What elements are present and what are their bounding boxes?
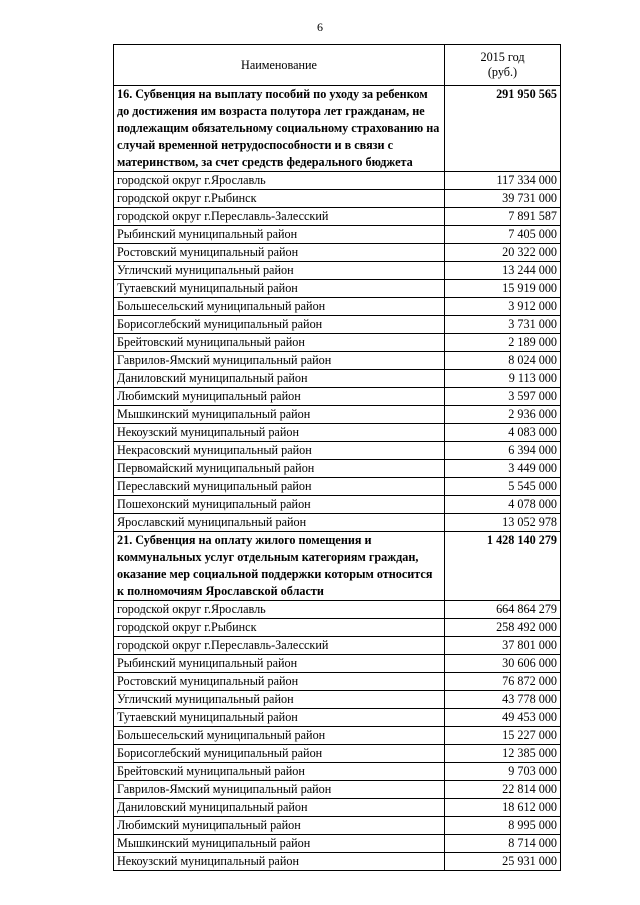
table-row: [114, 478, 561, 496]
header-name: Наименование: [114, 45, 445, 86]
municipality-name: Тутаевский муниципальный район: [114, 709, 445, 727]
section-title: 21. Субвенция на оплату жилого помещения и коммунальных услуг отдельным категориям граждан, оказание мер социальной поддержки которым относится к полномочиям Ярославской области: [114, 532, 445, 601]
municipality-name: городской округ г.Переславль-Залесский: [114, 637, 445, 655]
municipality-name: Мышкинский муниципальный район: [114, 406, 445, 424]
municipality-name: Большесельский муниципальный район: [114, 727, 445, 745]
amount-value: 4 078 000: [445, 496, 561, 514]
amount-value: 39 731 000: [445, 190, 561, 208]
table-row: [114, 190, 561, 208]
amount-value: 37 801 000: [445, 637, 561, 655]
amount-value: 15 919 000: [445, 280, 561, 298]
municipality-name: Ростовский муниципальный район: [114, 244, 445, 262]
table-body: [114, 86, 561, 871]
amount-value: 5 545 000: [445, 478, 561, 496]
amount-value: 2 189 000: [445, 334, 561, 352]
amount-value: 3 912 000: [445, 298, 561, 316]
amount-value: 7 405 000: [445, 226, 561, 244]
municipality-name: Даниловский муниципальный район: [114, 370, 445, 388]
table-header-row: [114, 45, 561, 86]
municipality-name: Любимский муниципальный район: [114, 817, 445, 835]
municipality-name: Любимский муниципальный район: [114, 388, 445, 406]
table-row: [114, 406, 561, 424]
municipality-name: Брейтовский муниципальный район: [114, 334, 445, 352]
table-row: [114, 262, 561, 280]
municipality-name: городской округ г.Рыбинск: [114, 190, 445, 208]
municipality-name: городской округ г.Ярославль: [114, 601, 445, 619]
municipality-name: Даниловский муниципальный район: [114, 799, 445, 817]
header-year: [445, 45, 561, 86]
municipality-name: Гаврилов-Ямский муниципальный район: [114, 352, 445, 370]
municipality-name: Борисоглебский муниципальный район: [114, 316, 445, 334]
amount-value: 258 492 000: [445, 619, 561, 637]
table-row: [114, 208, 561, 226]
municipality-name: Мышкинский муниципальный район: [114, 835, 445, 853]
amount-value: 25 931 000: [445, 853, 561, 871]
amount-value: 8 995 000: [445, 817, 561, 835]
section-total: 1 428 140 279: [445, 532, 561, 601]
subsidy-table: [113, 44, 561, 871]
table-row: [114, 619, 561, 637]
table-row: [114, 835, 561, 853]
table-row: [114, 424, 561, 442]
municipality-name: Угличский муниципальный район: [114, 262, 445, 280]
table-row: [114, 763, 561, 781]
municipality-name: Первомайский муниципальный район: [114, 460, 445, 478]
municipality-name: Большесельский муниципальный район: [114, 298, 445, 316]
table-row: [114, 781, 561, 799]
table-row: [114, 601, 561, 619]
table-row: [114, 280, 561, 298]
table-row: [114, 673, 561, 691]
table-row: [114, 388, 561, 406]
table-row: [114, 727, 561, 745]
municipality-name: Рыбинский муниципальный район: [114, 226, 445, 244]
amount-value: 3 731 000: [445, 316, 561, 334]
section-row: [114, 86, 561, 172]
table-row: [114, 352, 561, 370]
table-row: [114, 298, 561, 316]
table-row: [114, 709, 561, 727]
table-row: [114, 691, 561, 709]
municipality-name: Угличский муниципальный район: [114, 691, 445, 709]
table-row: [114, 244, 561, 262]
table-row: [114, 655, 561, 673]
municipality-name: Рыбинский муниципальный район: [114, 655, 445, 673]
amount-value: 18 612 000: [445, 799, 561, 817]
section-total: 291 950 565: [445, 86, 561, 172]
table-row: [114, 637, 561, 655]
table-row: [114, 460, 561, 478]
municipality-name: городской округ г.Рыбинск: [114, 619, 445, 637]
municipality-name: Некрасовский муниципальный район: [114, 442, 445, 460]
table-row: [114, 514, 561, 532]
amount-value: 13 052 978: [445, 514, 561, 532]
amount-value: 117 334 000: [445, 172, 561, 190]
municipality-name: Некоузский муниципальный район: [114, 424, 445, 442]
amount-value: 7 891 587: [445, 208, 561, 226]
amount-value: 43 778 000: [445, 691, 561, 709]
section-title: 16. Субвенция на выплату пособий по уходу за ребенком до достижения им возраста полутора лет гражданам, не подлежащим обязательному социальному страхованию на случай временной нетрудоспособности и в связи с материнством, за счет средств федерального бюджета: [114, 86, 445, 172]
amount-value: 3 449 000: [445, 460, 561, 478]
amount-value: 6 394 000: [445, 442, 561, 460]
amount-value: 12 385 000: [445, 745, 561, 763]
amount-value: 664 864 279: [445, 601, 561, 619]
table-row: [114, 370, 561, 388]
municipality-name: Брейтовский муниципальный район: [114, 763, 445, 781]
municipality-name: Пошехонский муниципальный район: [114, 496, 445, 514]
table-row: [114, 853, 561, 871]
table-row: [114, 496, 561, 514]
table-row: [114, 334, 561, 352]
section-row: [114, 532, 561, 601]
municipality-name: Некоузский муниципальный район: [114, 853, 445, 871]
amount-value: 76 872 000: [445, 673, 561, 691]
table-row: [114, 799, 561, 817]
municipality-name: Переславский муниципальный район: [114, 478, 445, 496]
amount-value: 13 244 000: [445, 262, 561, 280]
amount-value: 15 227 000: [445, 727, 561, 745]
table-row: [114, 172, 561, 190]
page-number: 6: [317, 20, 323, 34]
amount-value: 9 703 000: [445, 763, 561, 781]
amount-value: 2 936 000: [445, 406, 561, 424]
amount-value: 30 606 000: [445, 655, 561, 673]
table-row: [114, 442, 561, 460]
municipality-name: городской округ г.Ярославль: [114, 172, 445, 190]
table-row: [114, 226, 561, 244]
municipality-name: Ростовский муниципальный район: [114, 673, 445, 691]
municipality-name: Борисоглебский муниципальный район: [114, 745, 445, 763]
amount-value: 8 714 000: [445, 835, 561, 853]
table-row: [114, 316, 561, 334]
municipality-name: Тутаевский муниципальный район: [114, 280, 445, 298]
table-row: [114, 817, 561, 835]
amount-value: 20 322 000: [445, 244, 561, 262]
amount-value: 8 024 000: [445, 352, 561, 370]
amount-value: 4 083 000: [445, 424, 561, 442]
amount-value: 22 814 000: [445, 781, 561, 799]
table-row: [114, 745, 561, 763]
amount-value: 49 453 000: [445, 709, 561, 727]
header-unit-label: (руб.): [487, 65, 518, 79]
amount-value: 9 113 000: [445, 370, 561, 388]
header-year-label: 2015 год: [480, 50, 525, 64]
municipality-name: городской округ г.Переславль-Залесский: [114, 208, 445, 226]
amount-value: 3 597 000: [445, 388, 561, 406]
municipality-name: Гаврилов-Ямский муниципальный район: [114, 781, 445, 799]
municipality-name: Ярославский муниципальный район: [114, 514, 445, 532]
